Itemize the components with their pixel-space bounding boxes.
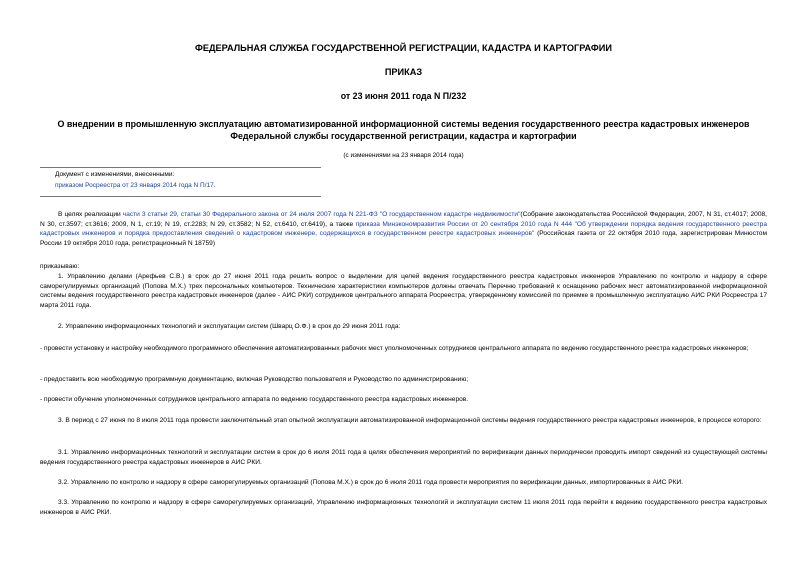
federal-law-link[interactable]: части 3 статьи 29, статьи 30 Федерального закона от 24 июля 2007 года N 221-ФЗ "О государственном кадастре недвижимости" xyxy=(122,211,521,218)
paragraph-1: 1. Управлению делами (Арефьев С.В.) в срок до 27 июня 2011 года решить вопрос о выделении для целей ведения государственного реестра кадастровых инженеров Управлению по контролю и надзору в сфере саморегулируемых организаций (Попова М.Х.) трех персональных компьютеров. Технические характеристики компьютеров должны отвечать Перечню требований к оснащению рабочих мест автоматизированной информационной системы ведения государственного реестра кадастровых инженеров (далее - АИС РКИ) сотрудников центрального аппарата Росреестра, утвержденному комиссией по приемке в промышленную эксплуатацию АИС РКИ Росреестра 17 марта 2011 года. xyxy=(40,273,767,309)
ministry-order-link[interactable]: приказа Минэкономразвития России от 20 сентября 2010 года N 444 "Об утверждении порядка ведения государственного реестра кадастровых инженеров и порядка предоставления сведений о кадастровом инженере, содержащихся в государственном реестре кадастровых инженеров" xyxy=(40,220,767,238)
paragraph-3-3: 3.3. Управлению по контролю и надзору в сфере саморегулируемых организаций, Управлению информационных технологий и эксплуатации систем 11 июля 2011 года перейти к ведению государственного реестра кадастровых инженеров в АИС РКИ. xyxy=(40,499,767,516)
changes-note-link[interactable]: приказом Росреестра от 23 января 2014 года N П/17. xyxy=(55,182,216,189)
paragraph-2: 2. Управлению информационных технологий и эксплуатации систем (Шварц О.Ф.) в срок до 29 июня 2011 года: xyxy=(58,323,401,330)
agency-heading: ФЕДЕРАЛЬНАЯ СЛУЖБА ГОСУДАРСТВЕННОЙ РЕГИСТРАЦИИ, КАДАСТРА И КАРТОГРАФИИ xyxy=(195,43,612,53)
preamble-text-3: (Российская газета от 22 октября 2010 года, зарегистрирован Минюстом России 19 октября 2010 года, регистрационный N 18759) xyxy=(40,230,768,247)
preamble-text-2: (Собрание законодательства Российской Федерации, 2007, N 31, ст.4017; 2008, N 30, ст.3597; ст.3616; 2009, N 1, ст.19; N 19, ст.2283; N 29, ст.3582; N 52, ст.6410, ст.6419), а также xyxy=(40,211,767,228)
paragraph-2-item-2: - предоставить всю необходимую программную документацию, включая Руководство пользователя и Руководство по администрированию; xyxy=(40,376,469,383)
paragraph-3-1: 3.1. Управлению информационных технологий и эксплуатации систем в срок до 6 июля 2011 года в целях обеспечения мероприятий по верификации данных периодически проводить импорт сведений из существующей системы ведения государственного реестра кадастровых инженеров в АИС РКИ. xyxy=(40,449,767,466)
document-title: О внедрении в промышленную эксплуатацию автоматизированной информационной системы ведения государственного реестра кадастровых инженеров Федеральной службы государственной регистрации, кадастра и картографии xyxy=(57,119,750,141)
edition-note: (с изменениями на 23 января 2014 года) xyxy=(343,152,464,159)
paragraph-2-item-3: - провести обучение уполномоченных сотрудников центрального аппарата по ведению государственного реестра кадастровых инженеров. xyxy=(40,396,469,403)
paragraph-3: 3. В период с 27 июня по 8 июля 2011 года провести заключительный этап опытной эксплуатации автоматизированной информационной системы ведения государственного реестра кадастровых инженеров, в процессе которого: xyxy=(58,417,762,424)
preamble-paragraph xyxy=(40,210,767,248)
note-top-divider xyxy=(40,167,321,168)
order-word: приказываю: xyxy=(40,263,80,270)
paragraph-2-item-1: - провести установку и настройку необходимого программного обеспечения автоматизированных рабочих мест уполномоченных сотрудников центрального аппарата по ведению государственного реестра кадастровых инженеров; xyxy=(40,345,749,352)
note-bottom-divider xyxy=(40,196,321,197)
preamble-text-1: В целях реализации xyxy=(58,211,123,218)
paragraph-3-2: 3.2. Управлению по контролю и надзору в сфере саморегулируемых организаций (Попова М.Х.) в срок до 6 июля 2011 года провести мероприятия по верификации данных, импортированных в АИС РКИ. xyxy=(58,479,684,486)
changes-note-label: Документ с изменениями, внесенными: xyxy=(55,171,175,178)
document-type: ПРИКАЗ xyxy=(384,67,423,77)
document-date-number: от 23 июня 2011 года N П/232 xyxy=(340,91,467,101)
